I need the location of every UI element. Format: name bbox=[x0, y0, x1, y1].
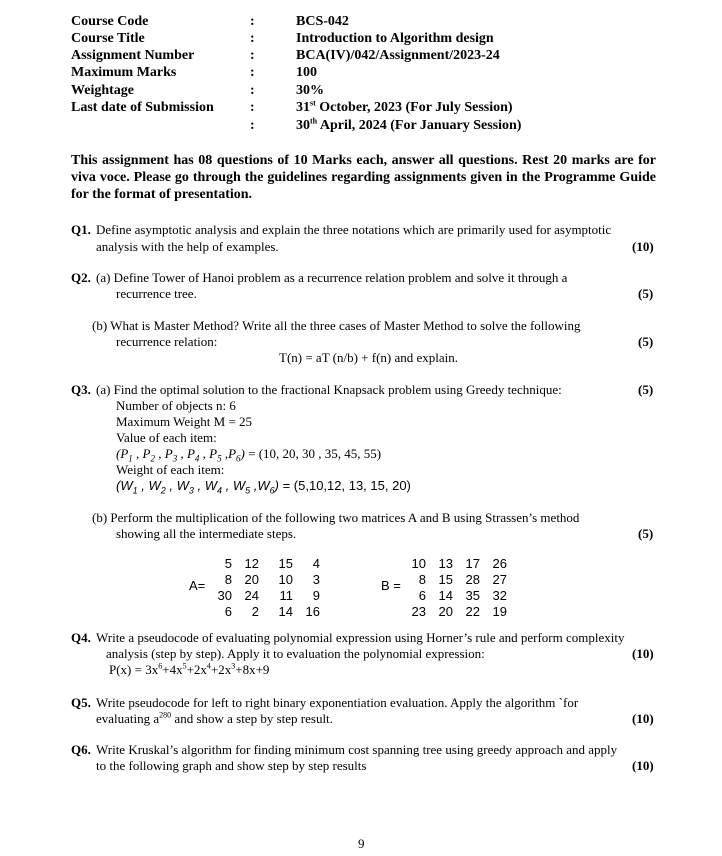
q4-text-line1: Write a pseudocode of evaluating polynomial expression using Horner’s rule and perform complexity bbox=[96, 630, 625, 645]
header-colon: : bbox=[250, 118, 255, 133]
matrix-cell: 35 bbox=[465, 588, 480, 603]
q2a-text-line1: (a) Define Tower of Hanoi problem as a recurrence relation problem and solve it through a bbox=[96, 270, 568, 285]
q5-marks: (10) bbox=[632, 711, 654, 726]
header-colon: : bbox=[250, 31, 255, 46]
header-label-maximum-marks: Maximum Marks bbox=[71, 65, 177, 80]
matrix-a bbox=[212, 556, 320, 620]
matrix-cell: 14 bbox=[278, 604, 293, 619]
matrix-cell: 6 bbox=[224, 604, 232, 619]
matrix-cell: 30 bbox=[217, 588, 232, 603]
matrix-a-label: A= bbox=[189, 578, 206, 593]
header-value-july-session: 31st October, 2023 (For July Session) bbox=[296, 98, 513, 115]
matrix-cell: 10 bbox=[278, 572, 293, 587]
matrix-row bbox=[212, 604, 320, 620]
header-value-course-title: Introduction to Algorithm design bbox=[296, 31, 494, 46]
header-colon: : bbox=[250, 48, 255, 63]
q6-marks: (10) bbox=[632, 758, 654, 773]
header-colon: : bbox=[250, 65, 255, 80]
q2-number: Q2. bbox=[71, 270, 91, 285]
header-value-assignment-number: BCA(IV)/042/Assignment/2023-24 bbox=[296, 48, 500, 63]
q1-text-line1: Define asymptotic analysis and explain the three notations which are primarily used for asymptotic bbox=[96, 222, 612, 237]
matrix-cell: 19 bbox=[492, 604, 507, 619]
q3b-text-line2: showing all the intermediate steps. bbox=[116, 526, 297, 541]
matrix-row bbox=[404, 556, 507, 572]
header-colon: : bbox=[250, 100, 255, 115]
matrix-cell: 10 bbox=[411, 556, 426, 571]
header-value-course-code: BCS-042 bbox=[296, 14, 349, 29]
header-label-weightage: Weightage bbox=[71, 83, 134, 98]
q6-text-line1: Write Kruskal’s algorithm for finding minimum cost spanning tree using greedy approach and apply bbox=[96, 742, 618, 757]
header-label-last-date: Last date of Submission bbox=[71, 100, 214, 115]
q3b-marks: (5) bbox=[638, 526, 654, 541]
q2b-marks: (5) bbox=[638, 334, 654, 349]
matrix-b-label: B = bbox=[381, 578, 401, 593]
q6-text-line2: to the following graph and show step by step results bbox=[96, 758, 367, 773]
matrix-cell: 17 bbox=[465, 556, 480, 571]
matrix-cell: 32 bbox=[492, 588, 507, 603]
matrix-cell: 8 bbox=[418, 572, 426, 587]
matrix-cell: 3 bbox=[312, 572, 320, 587]
q5-number: Q5. bbox=[71, 695, 91, 710]
q4-marks: (10) bbox=[632, 646, 654, 661]
matrix-b bbox=[404, 556, 507, 620]
header-value-january-session: 30th April, 2024 (For January Session) bbox=[296, 116, 522, 133]
matrix-cell: 26 bbox=[492, 556, 507, 571]
header-value-maximum-marks: 100 bbox=[296, 65, 317, 80]
q3a-number-of-objects: Number of objects n: 6 bbox=[116, 398, 236, 413]
header-value-weightage: 30% bbox=[296, 83, 324, 98]
q2b-text-line2: recurrence relation: bbox=[116, 334, 218, 349]
matrix-cell: 9 bbox=[312, 588, 320, 603]
matrix-row bbox=[404, 604, 507, 620]
matrix-cell: 4 bbox=[312, 556, 320, 571]
header-colon: : bbox=[250, 83, 255, 98]
q2b-text-line1: (b) What is Master Method? Write all the three cases of Master Method to solve the following bbox=[92, 318, 581, 333]
matrix-cell: 2 bbox=[251, 604, 259, 619]
q5-text-line2: evaluating $a^{280}$ and show a step by step result. bbox=[96, 710, 333, 726]
matrix-cell: 8 bbox=[224, 572, 232, 587]
q3-number: Q3. bbox=[71, 382, 91, 397]
matrix-row bbox=[212, 588, 320, 604]
q1-number: Q1. bbox=[71, 222, 91, 237]
q3a-marks: (5) bbox=[638, 382, 654, 397]
matrix-cell: 15 bbox=[278, 556, 293, 571]
matrix-cell: 13 bbox=[438, 556, 453, 571]
q3b-text-line1: (b) Perform the multiplication of the following two matrices A and B using Strassen’s method bbox=[92, 510, 580, 525]
matrix-cell: 24 bbox=[244, 588, 259, 603]
q3a-text-line1: (a) Find the optimal solution to the fractional Knapsack problem using Greedy technique: bbox=[96, 382, 562, 397]
q3a-value-label: Value of each item: bbox=[116, 430, 217, 445]
q3a-weight-vector: ($W_1$ , $W_2$ , $W_3$ , $W_4$ , $W_5$ $,W_6) = (5,10,12$, 13, 15, 20) bbox=[116, 478, 411, 496]
header-label-assignment-number: Assignment Number bbox=[71, 48, 195, 63]
header-label-course-title: Course Title bbox=[71, 31, 145, 46]
matrix-cell: 22 bbox=[465, 604, 480, 619]
q4-number: Q4. bbox=[71, 630, 91, 645]
header-label-course-code: Course Code bbox=[71, 14, 149, 29]
header-colon: : bbox=[250, 14, 255, 29]
page-number: 9 bbox=[358, 836, 365, 851]
matrix-row bbox=[404, 588, 507, 604]
q5-text-line1: Write pseudocode for left to right binary exponentiation evaluation. Apply the algorithm `for bbox=[96, 695, 579, 710]
matrix-cell: 23 bbox=[411, 604, 426, 619]
matrix-cell: 20 bbox=[438, 604, 453, 619]
matrix-cell: 6 bbox=[418, 588, 426, 603]
q1-marks: (10) bbox=[632, 239, 654, 254]
matrix-cell: 20 bbox=[244, 572, 259, 587]
q6-number: Q6. bbox=[71, 742, 91, 757]
q2a-text-line2: recurrence tree. bbox=[116, 286, 197, 301]
q3a-maximum-weight: Maximum Weight M = 25 bbox=[116, 414, 253, 429]
intro-paragraph: This assignment has 08 questions of 10 Marks each, answer all questions. Rest 20 marks are for viva voce. Please go through the guidelines regarding assignments given in the Programme Guide for the format of presentation. bbox=[71, 153, 656, 202]
matrix-cell: 16 bbox=[305, 604, 320, 619]
q2b-recurrence-equation: T(n) = aT (n/b) + f(n) and explain. bbox=[279, 350, 459, 365]
q4-text-line2: analysis (step by step). Apply it to evaluation the polynomial expression: bbox=[106, 646, 485, 661]
q1-text-line2: analysis with the help of examples. bbox=[96, 239, 279, 254]
q3a-weight-label: Weight of each item: bbox=[116, 462, 225, 477]
q4-polynomial: $P(x) = 3x^6+4x^5+2x^4+2x^3+8x+9$ bbox=[109, 661, 270, 677]
matrix-cell: 28 bbox=[465, 572, 480, 587]
q3a-value-vector: ($P_1$ , $P_2$ , $P_3$ , $P_4$ , $P_5$ $,P_6) = (10$, 20, 30 , 35, 45, 55) bbox=[116, 446, 382, 464]
matrix-cell: 12 bbox=[244, 556, 259, 571]
matrix-cell: 11 bbox=[279, 588, 293, 603]
matrix-cell: 27 bbox=[492, 572, 507, 587]
matrix-row bbox=[404, 572, 507, 588]
q2a-marks: (5) bbox=[638, 286, 654, 301]
matrix-row bbox=[212, 572, 320, 588]
matrix-row bbox=[212, 556, 320, 572]
matrix-cell: 15 bbox=[438, 572, 453, 587]
matrix-cell: 14 bbox=[438, 588, 453, 603]
matrix-cell: 5 bbox=[224, 556, 232, 571]
